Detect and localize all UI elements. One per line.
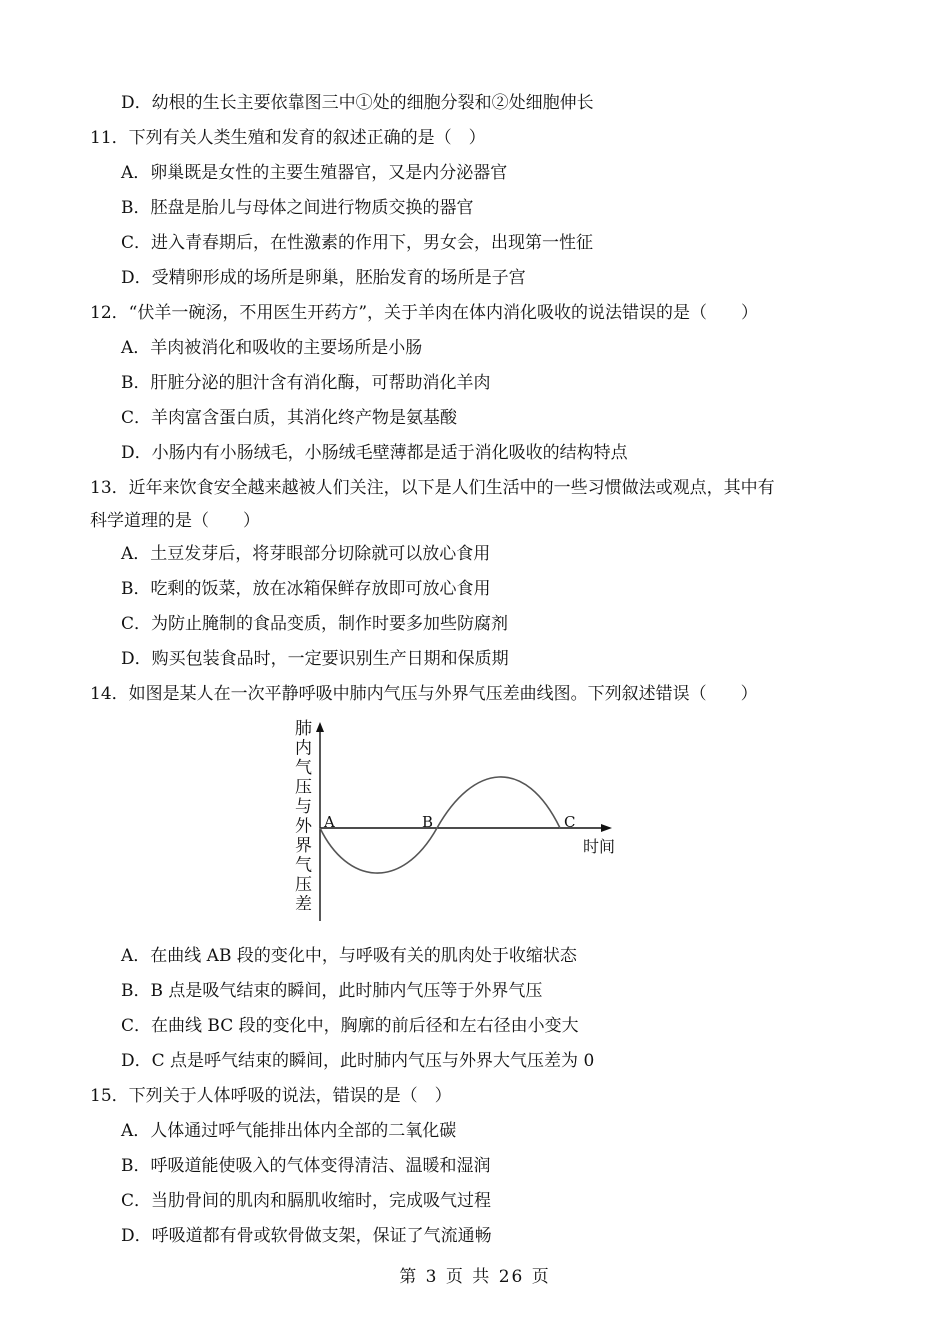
y-axis-label-char: 压: [295, 875, 312, 895]
y-axis-label-char: 气: [295, 855, 312, 876]
q11-stem: 11．下列有关人类生殖和发育的叙述正确的是（ ）: [90, 128, 486, 148]
q12-option-d: D．小肠内有小肠绒毛，小肠绒毛壁薄都是适于消化吸收的结构特点: [121, 443, 628, 463]
q15-option-a: A．人体通过呼气能排出体内全部的二氧化碳: [121, 1121, 457, 1141]
q14-stem: 14．如图是某人在一次平静呼吸中肺内气压与外界气压差曲线图。下列叙述错误（ ）: [90, 684, 758, 704]
q15-option-b: B．呼吸道能使吸入的气体变得清洁、温暖和湿润: [121, 1156, 491, 1176]
y-axis-label-char: 差: [295, 894, 312, 915]
point-b-label: B: [422, 813, 434, 831]
y-axis-label: [295, 719, 313, 915]
q10-option-d: D．幼根的生长主要依靠图三中①处的细胞分裂和②处细胞伸长: [121, 93, 594, 113]
point-c-label: C: [564, 813, 576, 831]
q13-option-a: A．土豆发芽后，将芽眼部分切除就可以放心食用: [121, 544, 491, 564]
y-axis-label-char: 气: [295, 758, 312, 778]
q11-option-a: A．卵巢既是女性的主要生殖器官，又是内分泌器官: [121, 163, 508, 183]
pressure-difference-curve-figure: [285, 716, 630, 928]
x-axis-arrow-icon: [601, 824, 612, 832]
q15-stem: 15．下列关于人体呼吸的说法，错误的是（ ）: [90, 1086, 452, 1106]
q11-option-d: D．受精卵形成的场所是卵巢，胚胎发育的场所是子宫: [121, 268, 526, 288]
y-axis-label-char: 肺: [295, 719, 312, 739]
y-axis-label-char: 内: [295, 738, 312, 759]
x-axis-label: 时间: [583, 837, 616, 856]
y-axis-arrow-icon: [316, 722, 324, 732]
q12-option-b: B．肝脏分泌的胆汁含有消化酶，可帮助消化羊肉: [121, 373, 491, 393]
q13-stem-line1: 13．近年来饮食安全越来越被人们关注，以下是人们生活中的一些习惯做法或观点，其中有: [90, 478, 775, 498]
q11-option-b: B．胚盘是胎儿与母体之间进行物质交换的器官: [121, 198, 474, 218]
q15-option-d: D．呼吸道都有骨或软骨做支架，保证了气流通畅: [121, 1226, 492, 1246]
q14-option-c: C．在曲线 BC 段的变化中，胸廓的前后径和左右径由小变大: [121, 1016, 579, 1036]
q12-option-c: C．羊肉富含蛋白质，其消化终产物是氨基酸: [121, 408, 458, 428]
y-axis-label-char: 与: [295, 797, 312, 817]
point-a-label: A: [324, 813, 335, 831]
q13-stem-line2: 科学道理的是（ ）: [90, 511, 260, 531]
q11-option-c: C．进入青春期后，在性激素的作用下，男女会，出现第一性征: [121, 233, 594, 253]
q12-stem: 12．“伏羊一碗汤，不用医生开药方”，关于羊肉在体内消化吸收的说法错误的是（ ）: [90, 303, 759, 323]
y-axis-label-char: 压: [295, 777, 312, 798]
q12-option-a: A．羊肉被消化和吸收的主要场所是小肠: [121, 338, 423, 358]
q13-option-d: D．购买包装食品时，一定要识别生产日期和保质期: [121, 649, 509, 669]
q15-option-c: C．当肋骨间的肌肉和膈肌收缩时，完成吸气过程: [121, 1191, 492, 1211]
q14-option-a: A．在曲线 AB 段的变化中，与呼吸有关的肌肉处于收缩状态: [121, 946, 577, 966]
q14-option-b: B．B 点是吸气结束的瞬间，此时肺内气压等于外界气压: [121, 981, 543, 1001]
page-footer: 第 3 页 共 26 页: [399, 1267, 551, 1287]
q13-option-b: B．吃剩的饭菜，放在冰箱保鲜存放即可放心食用: [121, 579, 491, 599]
y-axis-label-char: 外: [295, 816, 312, 837]
pressure-curve: [320, 777, 560, 873]
q14-option-d: D．C 点是呼气结束的瞬间，此时肺内气压与外界大气压差为 0: [121, 1051, 595, 1071]
y-axis-label-char: 界: [295, 836, 312, 856]
q13-option-c: C．为防止腌制的食品变质，制作时要多加些防腐剂: [121, 614, 509, 634]
